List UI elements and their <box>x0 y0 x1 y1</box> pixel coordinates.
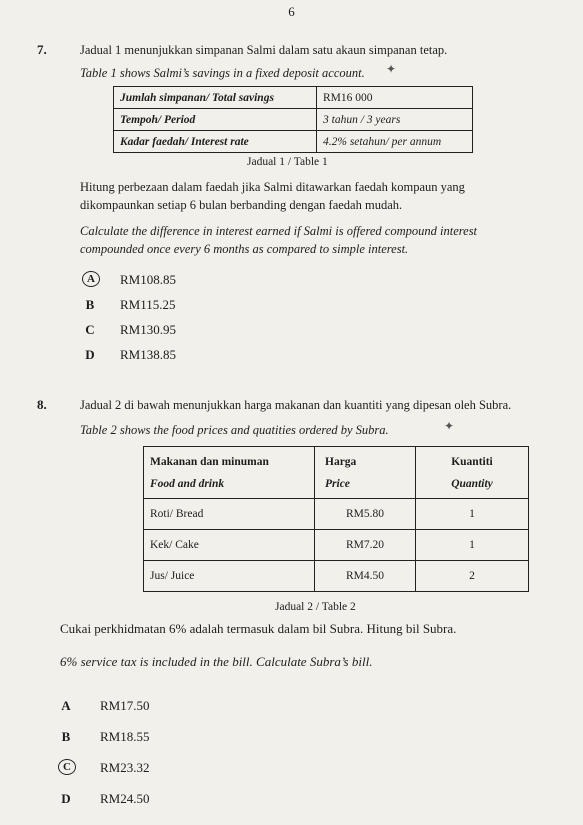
question-7-malay-line-1: Hitung perbezaan dalam faedah jika Salmi ditawarkan faedah kompaun yang <box>80 180 465 194</box>
table-2 <box>143 446 529 592</box>
option-letter: C <box>85 322 95 337</box>
option-value: RM23.32 <box>100 760 150 775</box>
option-value: RM138.85 <box>120 347 176 362</box>
question-7-option-b[interactable] <box>82 297 282 315</box>
table-2-cell: 2 <box>416 561 529 592</box>
table-2-cell: Roti/ Bread <box>144 499 315 530</box>
option-letter: A <box>82 271 100 287</box>
table-2-cell: Kek/ Cake <box>144 530 315 561</box>
table-2-cell: RM7.20 <box>315 530 416 561</box>
question-7-option-a[interactable] <box>82 272 282 290</box>
option-letter: C <box>58 759 76 775</box>
option-letter: D <box>61 791 71 806</box>
option-letter: A <box>61 698 71 713</box>
question-8-intro-english: Table 2 shows the food prices and quatities ordered by Subra. <box>80 423 389 437</box>
option-value: RM130.95 <box>120 322 176 337</box>
question-7-intro-english: Table 1 shows Salmi’s savings in a fixed deposit account. <box>80 66 365 80</box>
header-english: Food and drink <box>150 477 225 490</box>
question-7-english-line-1: Calculate the difference in interest earned if Salmi is offered compound interest <box>80 224 478 238</box>
option-value: RM115.25 <box>120 297 176 312</box>
question-7-intro-malay: Jadual 1 menunjukkan simpanan Salmi dalam satu akaun simpanan tetap. <box>80 43 448 57</box>
question-8-option-c[interactable] <box>58 760 258 778</box>
option-value: RM108.85 <box>120 272 176 287</box>
page-number: 6 <box>288 4 295 19</box>
table-1-cell: 3 tahun / 3 years <box>317 109 473 131</box>
table-1-cell: Jumlah simpanan/ Total savings <box>114 87 317 109</box>
table-2-cell: RM5.80 <box>315 499 416 530</box>
header-malay: Harga <box>325 455 357 468</box>
option-value: RM17.50 <box>100 698 150 713</box>
question-8-number: 8. <box>37 397 47 412</box>
question-7-option-c[interactable] <box>82 322 282 340</box>
table-1-cell: Kadar faedah/ Interest rate <box>114 131 317 153</box>
table-2-cell: 1 <box>416 499 529 530</box>
table-2-cell: RM4.50 <box>315 561 416 592</box>
question-8-english: 6% service tax is included in the bill. Calculate Subra’s bill. <box>60 654 373 669</box>
header-english: Quantity <box>451 477 493 490</box>
table-2-caption: Jadual 2 / Table 2 <box>275 601 356 613</box>
table-2-cell: 1 <box>416 530 529 561</box>
table-2-header-cell <box>315 447 416 499</box>
pin-icon: ✦ <box>444 419 455 433</box>
option-letter: B <box>85 297 95 312</box>
question-7-malay-line-2: dikompaunkan setiap 6 bulan berbanding dengan faedah mudah. <box>80 198 403 212</box>
question-7-option-d[interactable] <box>82 347 282 365</box>
question-8-option-d[interactable] <box>58 791 258 809</box>
header-malay: Kuantiti <box>451 455 493 468</box>
table-2-header-cell <box>416 447 529 499</box>
table-1-caption: Jadual 1 / Table 1 <box>247 156 328 168</box>
pin-icon: ✦ <box>386 62 397 76</box>
table-2-cell: Jus/ Juice <box>144 561 315 592</box>
table-1 <box>113 86 473 153</box>
table-1-cell: RM16 000 <box>317 87 473 109</box>
question-8-malay: Cukai perkhidmatan 6% adalah termasuk dalam bil Subra. Hitung bil Subra. <box>60 621 457 636</box>
question-8-option-b[interactable] <box>58 729 258 747</box>
option-value: RM18.55 <box>100 729 150 744</box>
table-1-cell: 4.2% setahun/ per annum <box>317 131 473 153</box>
table-1-cell: Tempoh/ Period <box>114 109 317 131</box>
option-letter: D <box>85 347 95 362</box>
table-2-header-cell <box>144 447 315 499</box>
question-7-number: 7. <box>37 42 47 57</box>
header-malay: Makanan dan minuman <box>150 455 269 468</box>
option-value: RM24.50 <box>100 791 150 806</box>
option-letter: B <box>61 729 71 744</box>
question-7-english-line-2: compounded once every 6 months as compared to simple interest. <box>80 242 409 256</box>
question-8-option-a[interactable] <box>58 698 258 716</box>
header-english: Price <box>325 477 350 490</box>
question-8-intro-malay: Jadual 2 di bawah menunjukkan harga makanan dan kuantiti yang dipesan oleh Subra. <box>80 398 512 412</box>
